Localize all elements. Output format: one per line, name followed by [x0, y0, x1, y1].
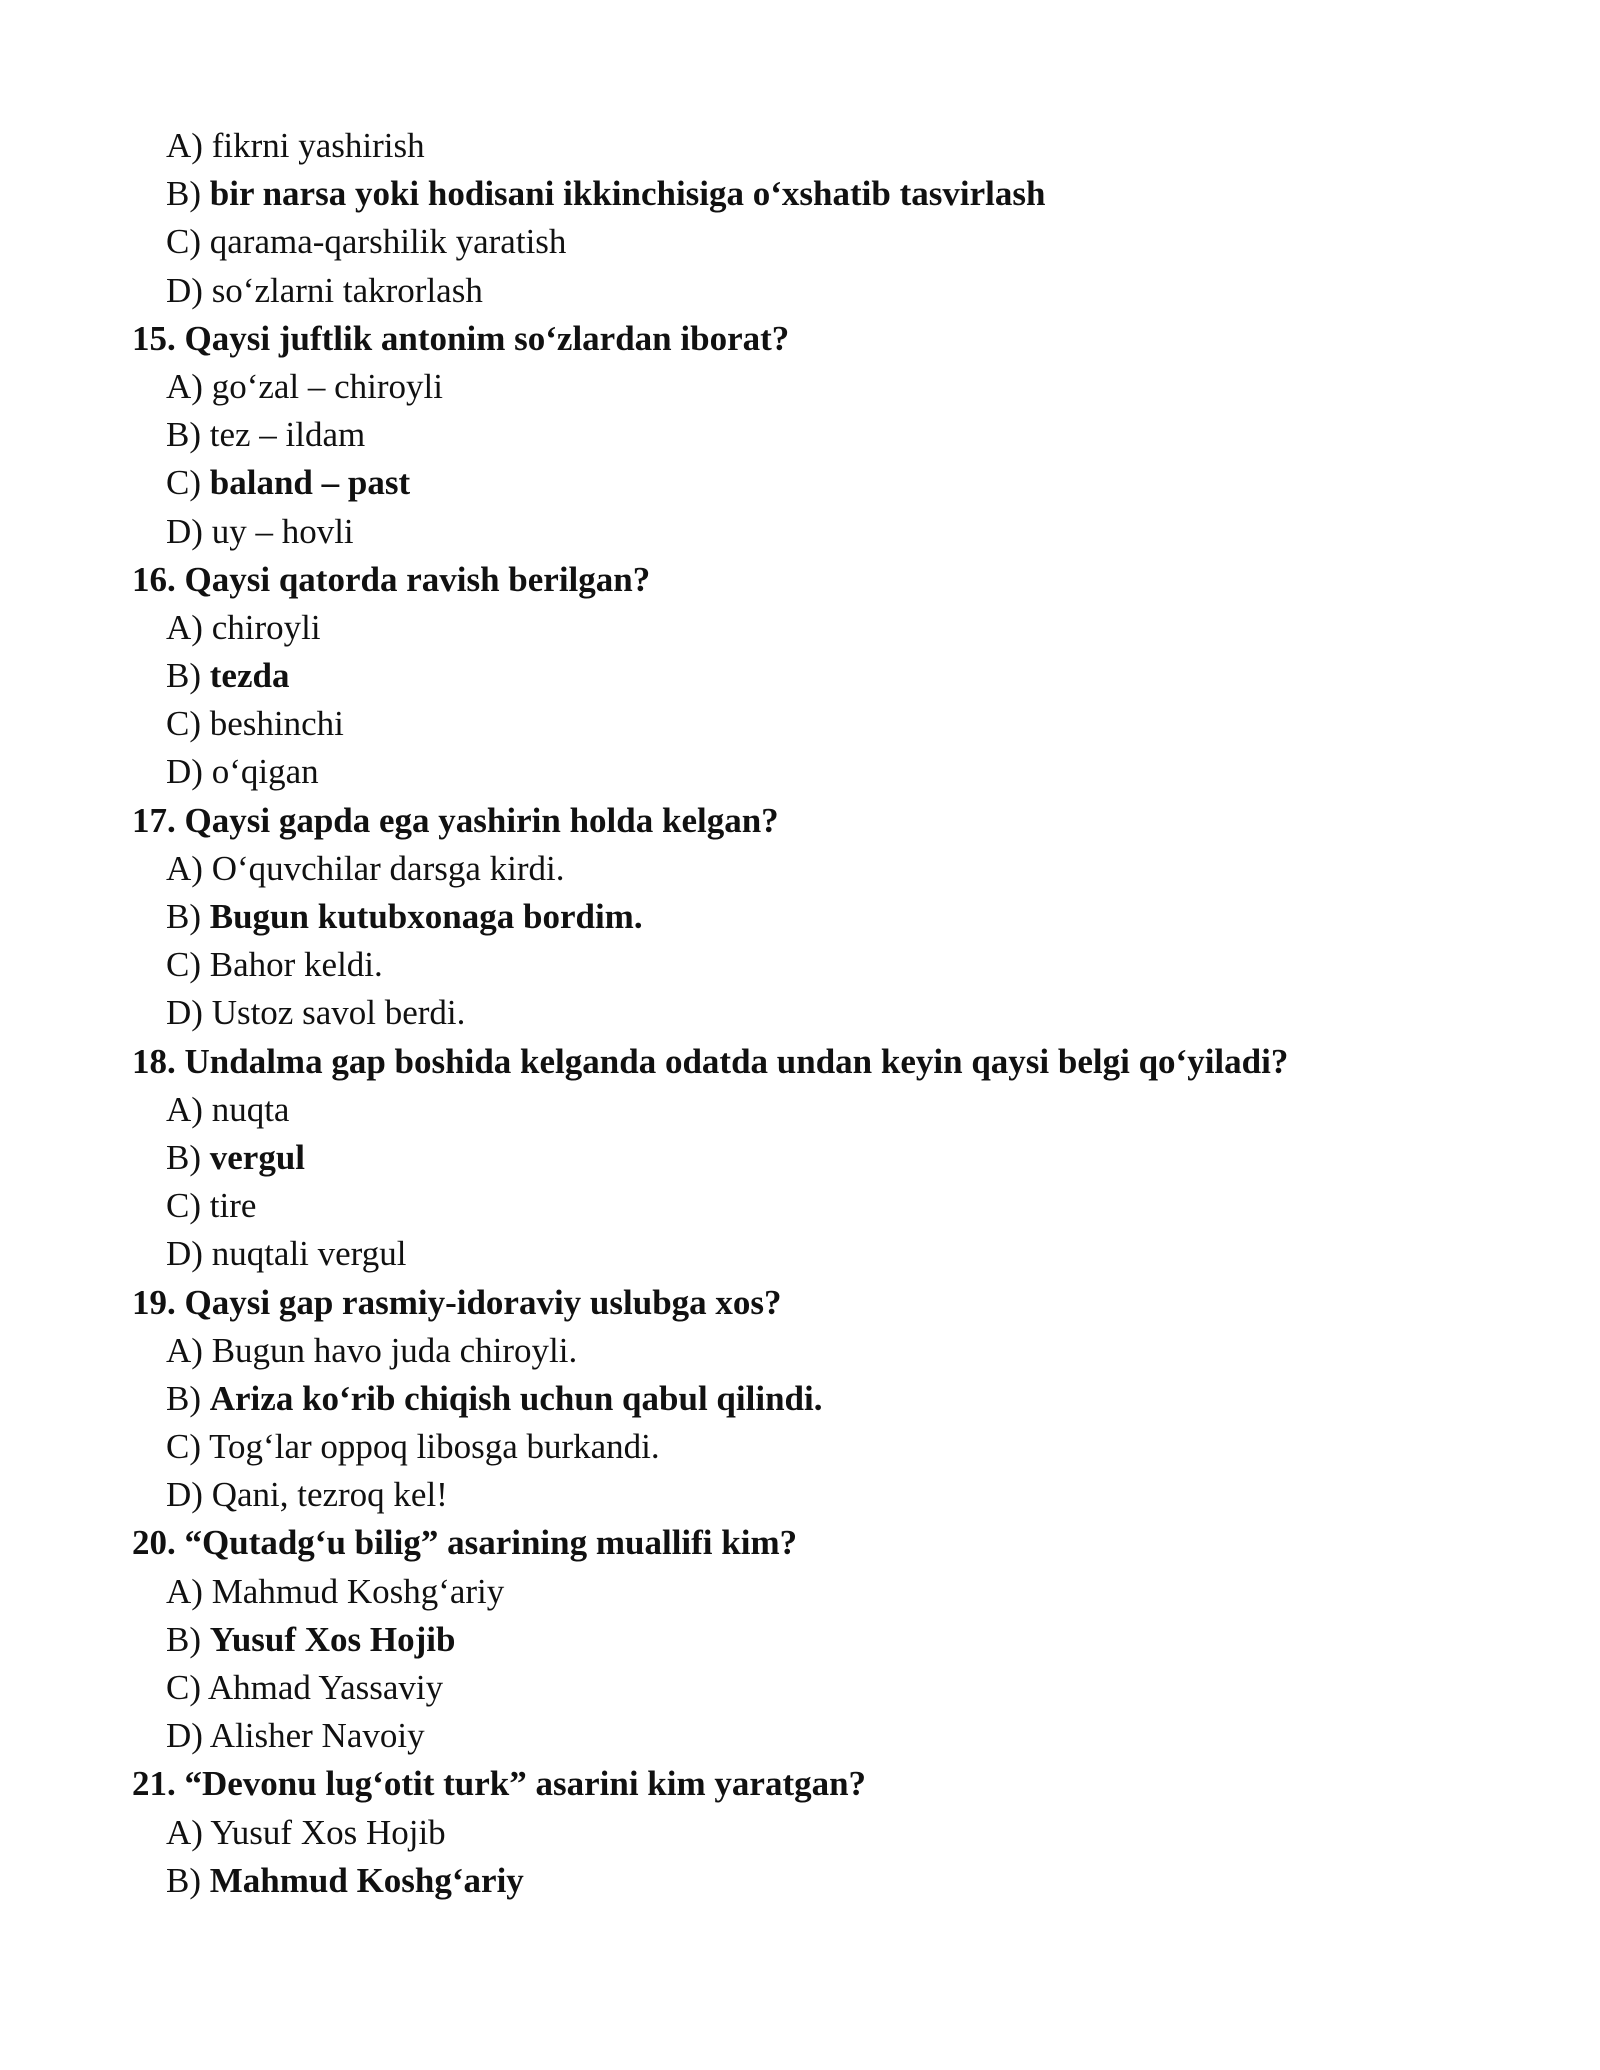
- answer-letter: B): [166, 1860, 201, 1900]
- answer-option-correct: [0, 1134, 1600, 1182]
- answer-option: [0, 267, 1600, 315]
- question-heading: 21. “Devonu lug‘otit turk” asarini kim yaratgan?: [132, 1764, 867, 1804]
- answer-text: Ahmad Yassaviy: [207, 1668, 444, 1707]
- answer-letter: D): [166, 1234, 203, 1274]
- answer-letter: C): [166, 1427, 201, 1467]
- answer-option: [0, 1230, 1600, 1278]
- answer-option: [0, 1712, 1600, 1760]
- answer-letter: B): [166, 1137, 201, 1177]
- answer-letter: D): [166, 752, 203, 792]
- answer-letter: B): [166, 174, 201, 214]
- answer-option: [0, 508, 1600, 556]
- answer-text: go‘zal – chiroyli: [211, 366, 443, 406]
- answer-text: Mahmud Koshg‘ariy: [209, 1860, 524, 1900]
- answer-option-correct: [0, 893, 1600, 941]
- answer-option: [0, 1568, 1600, 1616]
- question-heading: 16. Qaysi qatorda ravish berilgan?: [132, 559, 651, 599]
- answer-letter: A): [166, 1089, 203, 1129]
- answer-text: Ariza ko‘rib chiqish uchun qabul qilindi.: [209, 1378, 823, 1418]
- question-heading: 19. Qaysi gap rasmiy-idoraviy uslubga xos?: [132, 1282, 782, 1322]
- question-heading: 20. “Qutadg‘u bilig” asarining muallifi kim?: [132, 1523, 798, 1563]
- answer-letter: A): [166, 366, 203, 406]
- answer-option: [0, 1327, 1600, 1375]
- answer-option: [0, 604, 1600, 652]
- question-heading: 15. Qaysi juftlik antonim so‘zlardan iborat?: [132, 318, 790, 358]
- answer-letter: A): [166, 848, 203, 888]
- answer-letter: D): [166, 270, 203, 310]
- answer-option-correct: [0, 170, 1600, 218]
- answer-text: fikrni yashirish: [211, 126, 425, 165]
- answer-text: vergul: [209, 1137, 306, 1177]
- answer-option: [0, 411, 1600, 459]
- answer-letter: D): [166, 1475, 203, 1515]
- answer-text: beshinchi: [209, 704, 344, 744]
- answer-letter: A): [166, 1571, 203, 1611]
- answer-option: [0, 1809, 1600, 1857]
- answer-option-correct: [0, 652, 1600, 700]
- answer-text: uy – hovli: [211, 511, 354, 551]
- question-heading: 18. Undalma gap boshida kelganda odatda undan keyin qaysi belgi qo‘yiladi?: [132, 1041, 1289, 1081]
- answer-letter: C): [166, 222, 201, 262]
- answer-text: o‘qigan: [211, 752, 319, 792]
- answer-letter: D): [166, 511, 203, 551]
- answer-text: nuqtali vergul: [211, 1234, 407, 1274]
- answer-text: so‘zlarni takrorlash: [211, 270, 483, 310]
- answer-letter: D): [166, 1716, 203, 1756]
- quiz-page: [0, 122, 1600, 1905]
- answer-option: [0, 1182, 1600, 1230]
- answer-option: [0, 941, 1600, 989]
- answer-option: [0, 1664, 1600, 1712]
- answer-option-correct: [0, 459, 1600, 507]
- answer-text: qarama-qarshilik yaratish: [209, 222, 567, 262]
- answer-option-correct: [0, 1857, 1600, 1905]
- answer-letter: C): [166, 1668, 201, 1707]
- answer-letter: A): [166, 607, 203, 647]
- answer-text: Ustoz savol berdi.: [211, 993, 466, 1033]
- answer-text: Bugun havo juda chiroyli.: [211, 1330, 578, 1370]
- answer-text: Alisher Navoiy: [209, 1716, 425, 1756]
- answer-text: Yusuf Xos Hojib: [210, 1812, 446, 1852]
- answer-text: tezda: [209, 656, 290, 696]
- answer-option: [0, 845, 1600, 893]
- answer-letter: A): [166, 1330, 203, 1370]
- answer-letter: C): [166, 945, 201, 985]
- answer-option: [0, 1423, 1600, 1471]
- answer-option: [0, 989, 1600, 1037]
- answer-letter: B): [166, 415, 201, 455]
- answer-text: O‘quvchilar darsga kirdi.: [211, 848, 565, 888]
- answer-letter: C): [166, 463, 201, 503]
- answer-text: Mahmud Koshg‘ariy: [211, 1571, 505, 1611]
- answer-option: [0, 1086, 1600, 1134]
- answer-text: Tog‘lar oppoq libosga burkandi.: [209, 1427, 660, 1467]
- answer-letter: B): [166, 656, 201, 696]
- answer-text: chiroyli: [211, 607, 321, 647]
- answer-option-correct: [0, 1616, 1600, 1664]
- answer-letter: B): [166, 1378, 201, 1418]
- answer-text: Bugun kutubxonaga bordim.: [209, 897, 643, 936]
- answer-option: [0, 700, 1600, 748]
- answer-option: [0, 218, 1600, 266]
- answer-text: Bahor keldi.: [209, 945, 383, 985]
- answer-letter: A): [166, 126, 203, 165]
- answer-text: tire: [209, 1186, 257, 1226]
- answer-option-correct: [0, 1375, 1600, 1423]
- answer-letter: B): [166, 897, 201, 936]
- answer-letter: B): [166, 1619, 201, 1659]
- answer-text: baland – past: [209, 463, 411, 503]
- answer-letter: A): [166, 1812, 203, 1852]
- answer-text: nuqta: [211, 1089, 290, 1129]
- answer-text: Yusuf Xos Hojib: [209, 1619, 456, 1659]
- answer-option: [0, 363, 1600, 411]
- answer-option: [0, 1471, 1600, 1519]
- answer-text: tez – ildam: [209, 415, 366, 455]
- answer-letter: C): [166, 1186, 201, 1226]
- answer-letter: D): [166, 993, 203, 1033]
- question-heading: 17. Qaysi gapda ega yashirin holda kelgan?: [132, 800, 779, 840]
- answer-option: [0, 748, 1600, 796]
- answer-option: [0, 122, 1600, 170]
- answer-letter: C): [166, 704, 201, 744]
- answer-text: Qani, tezroq kel!: [211, 1475, 448, 1515]
- answer-text: bir narsa yoki hodisani ikkinchisiga o‘xshatib tasvirlash: [209, 174, 1046, 214]
